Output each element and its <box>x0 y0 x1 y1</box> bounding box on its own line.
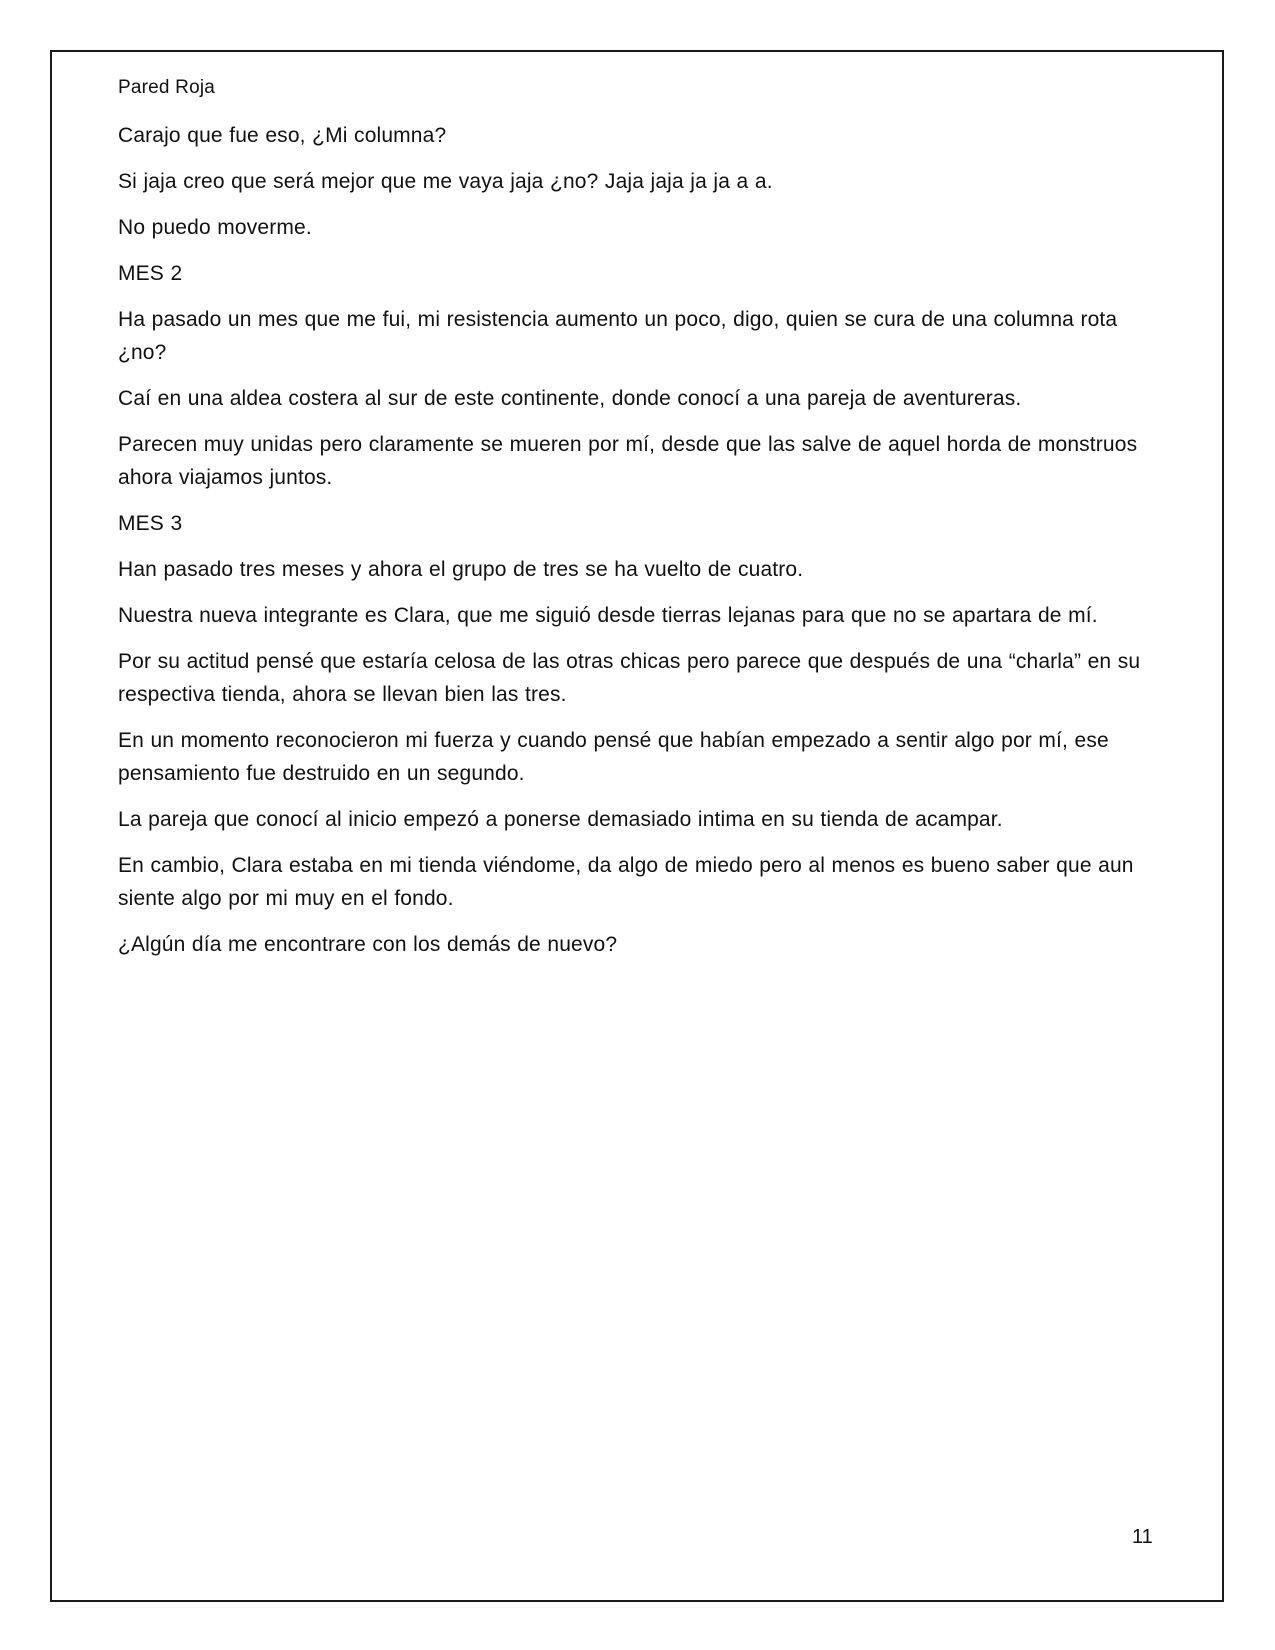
paragraph: Caí en una aldea costera al sur de este continente, donde conocí a una pareja de aventureras. <box>118 387 1022 410</box>
page-body <box>118 119 1168 974</box>
section-heading: MES 2 <box>118 262 183 285</box>
page-header-title: Pared Roja <box>118 77 216 98</box>
paragraph: ¿Algún día me encontrare con los demás de nuevo? <box>118 933 618 956</box>
paragraph: No puedo moverme. <box>118 216 312 239</box>
paragraph: Por su actitud pensé que estaría celosa de las otras chicas pero parece que después de una “charla” en su respectiva tienda, ahora se llevan bien las tres. <box>118 650 1141 706</box>
page-number: 11 <box>1132 1526 1153 1548</box>
paragraph: En un momento reconocieron mi fuerza y cuando pensé que habían empezado a sentir algo por mí, ese pensamiento fue destruido en un segundo. <box>118 729 1109 785</box>
paragraph: Si jaja creo que será mejor que me vaya jaja ¿no? Jaja jaja ja ja a a. <box>118 170 773 193</box>
paragraph: En cambio, Clara estaba en mi tienda viéndome, da algo de miedo pero al menos es bueno saber que aun siente algo por mi muy en el fondo. <box>118 854 1134 910</box>
paragraph: Carajo que fue eso, ¿Mi columna? <box>118 124 447 147</box>
paragraph: La pareja que conocí al inicio empezó a ponerse demasiado intima en su tienda de acampar. <box>118 808 1003 831</box>
paragraph: Parecen muy unidas pero claramente se mueren por mí, desde que las salve de aquel horda de monstruos ahora viajamos juntos. <box>118 433 1138 489</box>
section-heading: MES 3 <box>118 512 183 535</box>
paragraph: Ha pasado un mes que me fui, mi resistencia aumento un poco, digo, quien se cura de una columna rota ¿no? <box>118 308 1118 364</box>
paragraph: Han pasado tres meses y ahora el grupo de tres se ha vuelto de cuatro. <box>118 558 804 581</box>
paragraph: Nuestra nueva integrante es Clara, que me siguió desde tierras lejanas para que no se apartara de mí. <box>118 604 1098 627</box>
